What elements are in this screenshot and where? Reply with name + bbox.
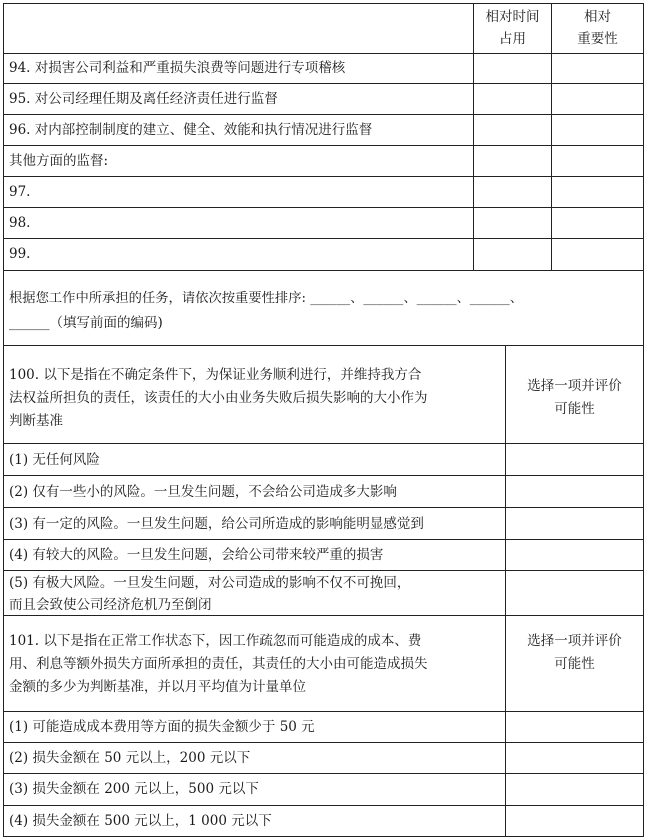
other-supervision-label: 其他方面的监督: — [9, 153, 109, 169]
q100-option-4: (4) 有较大的风险。一旦发生问题，会给公司带来较严重的损害 — [9, 547, 384, 563]
q100-select-label-line1: 选择一项并评价 — [527, 378, 622, 394]
row-line — [3, 773, 644, 774]
item-99: 99. — [9, 246, 31, 262]
header-importance-line1: 相对 — [584, 9, 611, 25]
row-line — [3, 3, 644, 4]
q101-select-label-line1: 选择一项并评价 — [527, 633, 622, 649]
row-line — [3, 539, 644, 540]
q101-question-line2: 用、利息等额外损失方面所承担的责任，其责任的大小由可能造成损失 — [9, 656, 428, 672]
q101-option-2: (2) 损失金额在 50 元以上，200 元以下 — [9, 750, 251, 766]
row-line — [3, 238, 644, 239]
item-95: 95. 对公司经理任期及离任经济责任进行监督 — [9, 91, 278, 107]
ranking-instruction: 根据您工作中所承担的任务，请依次按重要性排序: ______、______、______、______、 — [9, 291, 523, 306]
q101-option-4: (4) 损失金额在 500 元以上，1 000 元以下 — [9, 813, 272, 829]
q100-question-line1: 100. 以下是指在不确定条件下，为保证业务顺利进行，并维持我方合 — [9, 367, 422, 383]
item-96: 96. 对内部控制制度的建立、健全、效能和执行情况进行监督 — [9, 122, 373, 138]
row-line — [3, 114, 644, 115]
item-98: 98. — [9, 215, 31, 231]
header-time-line1: 相对时间 — [485, 9, 540, 25]
table-border-bottom — [3, 836, 644, 837]
row-line — [3, 345, 644, 346]
row-line — [3, 176, 644, 177]
ranking-instruction-cont: ______（填写前面的编码) — [9, 315, 163, 331]
header-time-line2: 占用 — [499, 31, 526, 47]
q100-option-1: (1) 无任何风险 — [9, 452, 100, 468]
item-94: 94. 对损害公司利益和严重损失浪费等问题进行专项稽核 — [9, 60, 346, 76]
row-line — [3, 53, 644, 54]
q101-option-1: (1) 可能造成成本费用等方面的损失金额少于 50 元 — [9, 719, 315, 735]
row-line — [3, 145, 644, 146]
row-line — [3, 270, 644, 271]
q101-select-label-line2: 可能性 — [554, 656, 595, 672]
row-line — [3, 475, 644, 476]
item-97: 97. — [9, 184, 31, 200]
header-importance-line2: 重要性 — [577, 31, 618, 47]
q100-option-5-line2: 而且会致使公司经济危机乃至倒闭 — [9, 597, 212, 613]
row-line — [3, 83, 644, 84]
row-line — [3, 615, 644, 616]
row-line — [3, 742, 644, 743]
q100-option-5-line1: (5) 有极大风险。一旦发生问题，对公司造成的影响不仅不可挽回， — [9, 575, 411, 591]
q100-select-label-line2: 可能性 — [554, 401, 595, 417]
row-line — [3, 570, 644, 571]
q100-option-2: (2) 仅有一些小的风险。一旦发生问题，不会给公司造成多大影响 — [9, 484, 397, 500]
q100-question-line3: 判断基准 — [9, 413, 63, 429]
row-line — [3, 805, 644, 806]
row-line — [3, 443, 644, 444]
row-line — [3, 507, 644, 508]
q101-question-line1: 101. 以下是指在正常工作状态下，因工作疏忽而可能造成的成本、费 — [9, 633, 422, 649]
q101-question-line3: 金额的多少为判断基准，并以月平均值为计量单位 — [9, 679, 306, 695]
q100-option-3: (3) 有一定的风险。一旦发生问题，给公司所造成的影响能明显感觉到 — [9, 516, 424, 532]
q100-question-line2: 法权益所担负的责任，该责任的大小由业务失败后损失影响的大小作为 — [9, 390, 428, 406]
q101-option-3: (3) 损失金额在 200 元以上，500 元以下 — [9, 781, 259, 797]
row-line — [3, 207, 644, 208]
row-line — [3, 711, 644, 712]
